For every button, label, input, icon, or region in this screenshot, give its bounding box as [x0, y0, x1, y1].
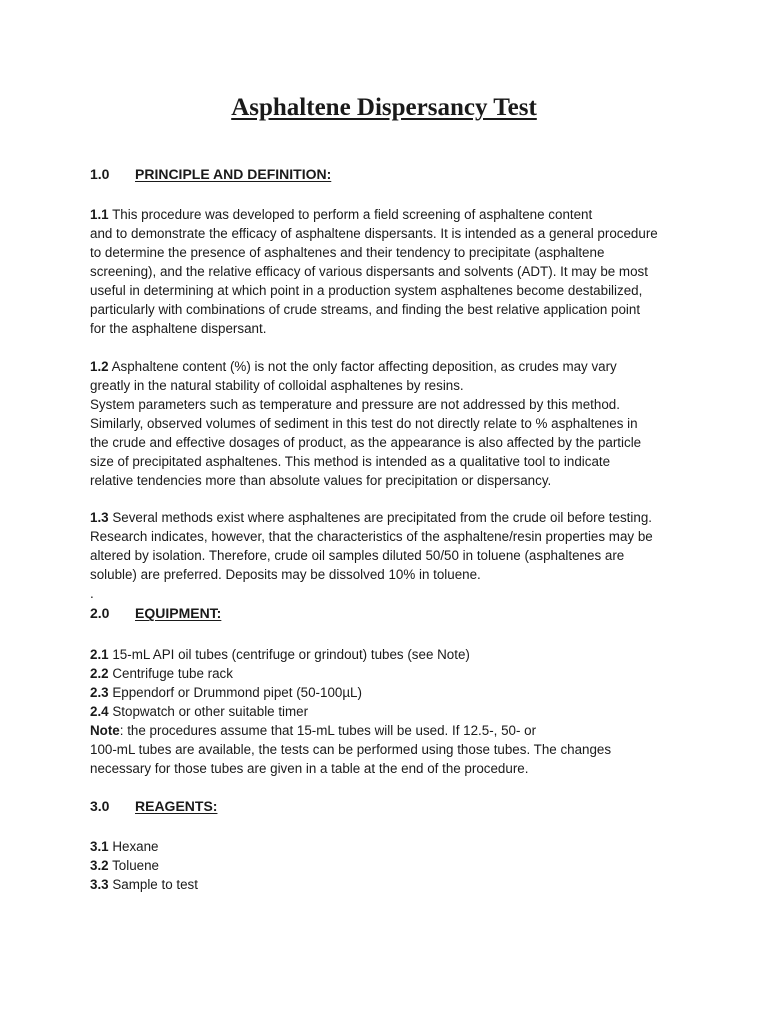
- section-number: 2.0: [90, 605, 110, 621]
- item-text: Centrifuge tube rack: [108, 666, 233, 681]
- item-number: 2.2: [90, 666, 109, 681]
- section-heading-2: [90, 604, 690, 623]
- item-text: Sample to test: [108, 877, 198, 892]
- paragraph-line: Research indicates, however, that the characteristics of the asphaltene/resin properties may be: [90, 529, 653, 544]
- item-number: 3.1: [90, 839, 109, 854]
- section-label: EQUIPMENT:: [135, 605, 222, 621]
- list-item: [90, 645, 690, 664]
- paragraph-number: 1.1: [90, 207, 109, 222]
- paragraph-line: greatly in the natural stability of colloidal asphaltenes by resins.: [90, 378, 464, 393]
- paragraph-line: soluble) are preferred. Deposits may be dissolved 10% in toluene.: [90, 567, 481, 582]
- paragraph-line: useful in determining at which point in a production system asphaltenes become destabilized,: [90, 283, 643, 298]
- list-item: [90, 837, 690, 856]
- note-label: Note: [90, 723, 120, 738]
- list-item: [90, 702, 690, 721]
- item-text: Eppendorf or Drummond pipet (50-100µL): [108, 685, 362, 700]
- list-item: [90, 683, 690, 702]
- list-item: [90, 856, 690, 875]
- section-label: REAGENTS:: [135, 798, 218, 814]
- paragraph-number: 1.2: [90, 359, 109, 374]
- paragraph-1-2: [90, 357, 690, 490]
- paragraph-text: Several methods exist where asphaltenes are precipitated from the crude oil before testing.: [108, 510, 652, 525]
- item-number: 3.2: [90, 858, 109, 873]
- note-line: necessary for those tubes are given in a table at the end of the procedure.: [90, 761, 529, 776]
- item-number: 2.3: [90, 685, 109, 700]
- paragraph-text: This procedure was developed to perform a field screening of asphaltene content: [108, 207, 593, 222]
- list-item: [90, 875, 690, 894]
- paragraph-1-3: [90, 508, 690, 603]
- section-heading-3: [90, 797, 690, 816]
- paragraph-line: relative tendencies more than absolute values for precipitation or dispersancy.: [90, 473, 552, 488]
- paragraph-number: 1.3: [90, 510, 109, 525]
- paragraph-line: screening), and the relative efficacy of various dispersants and solvents (ADT). It may be most: [90, 264, 648, 279]
- section-number: 1.0: [90, 166, 110, 182]
- section-number: 3.0: [90, 798, 110, 814]
- paragraph-line: for the asphaltene dispersant.: [90, 321, 267, 336]
- paragraph-line: particularly with combinations of crude streams, and finding the best relative application point: [90, 302, 641, 317]
- item-text: Stopwatch or other suitable timer: [108, 704, 309, 719]
- paragraph-line: [90, 205, 690, 224]
- section-heading-1: [90, 165, 690, 184]
- item-number: 3.3: [90, 877, 109, 892]
- paragraph-line: [90, 508, 690, 527]
- note-line: [90, 721, 690, 740]
- paragraph-line: Similarly, observed volumes of sediment in this test do not directly relate to % asphaltenes in: [90, 416, 638, 431]
- paragraph-line: the crude and effective dosages of product, as the appearance is also affected by the particle: [90, 435, 642, 450]
- note-text: : the procedures assume that 15-mL tubes will be used. If 12.5-, 50- or: [119, 723, 537, 738]
- paragraph-line: altered by isolation. Therefore, crude oil samples diluted 50/50 in toluene (asphaltenes are: [90, 548, 625, 563]
- paragraph-line: and to demonstrate the efficacy of asphaltene dispersants. It is intended as a general procedure: [90, 226, 658, 241]
- paragraph-line: System parameters such as temperature and pressure are not addressed by this method.: [90, 397, 620, 412]
- document-title: Asphaltene Dispersancy Test: [231, 94, 537, 121]
- list-item: [90, 664, 690, 683]
- item-text: Hexane: [108, 839, 159, 854]
- paragraph-line: [90, 357, 690, 376]
- section-label: PRINCIPLE AND DEFINITION:: [135, 166, 332, 182]
- paragraph-line: to determine the presence of asphaltenes and their tendency to precipitate (asphaltene: [90, 245, 605, 260]
- paragraph-line: size of precipitated asphaltenes. This method is intended as a qualitative tool to indicate: [90, 454, 611, 469]
- reagents-list: [90, 837, 690, 894]
- paragraph-line: .: [90, 586, 94, 601]
- equipment-list: [90, 645, 690, 778]
- note-line: 100-mL tubes are available, the tests can be performed using those tubes. The changes: [90, 742, 612, 757]
- paragraph-1-1: [90, 205, 690, 338]
- item-text: Toluene: [108, 858, 160, 873]
- item-number: 2.4: [90, 704, 109, 719]
- item-text: 15-mL API oil tubes (centrifuge or grindout) tubes (see Note): [108, 647, 470, 662]
- paragraph-text: Asphaltene content (%) is not the only factor affecting deposition, as crudes may vary: [108, 359, 617, 374]
- item-number: 2.1: [90, 647, 109, 662]
